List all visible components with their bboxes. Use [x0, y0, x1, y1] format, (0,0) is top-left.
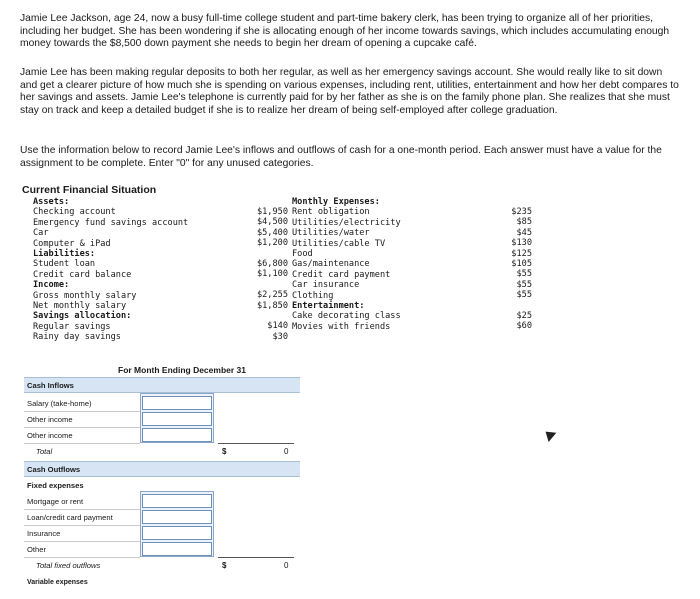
variable-expenses-label: Variable expenses: [27, 579, 88, 586]
mortgage-input[interactable]: [142, 494, 212, 508]
financial-left-value-4: [240, 249, 288, 259]
financial-left-value-12: $30: [272, 331, 288, 342]
financial-left-value-8: $2,255: [256, 290, 288, 301]
financial-left-label-10: Net monthly salary: [33, 300, 127, 311]
financial-right-label-6: Gas/maintenance: [292, 259, 370, 270]
financial-right-value-9: [490, 301, 532, 311]
worksheet-header: For Month Ending December 31: [118, 365, 246, 375]
financial-left-label-13: Rainy day savings: [33, 332, 121, 343]
financial-left-label-6: Student loan: [33, 259, 96, 270]
total-rule: [218, 443, 294, 444]
assets-liabilities-values: [240, 207, 288, 342]
other-label: Other: [27, 545, 46, 554]
insurance-input[interactable]: [142, 526, 212, 540]
financial-right-label-4: Utilities/cable TV: [292, 238, 386, 249]
financial-right-value-10: $25: [516, 310, 532, 321]
financial-left-label-0: Assets:: [33, 197, 70, 207]
salary-label: Salary (take-home): [27, 399, 92, 408]
total-label: Total: [36, 447, 53, 456]
cash-inflows-label: Cash Inflows: [27, 381, 74, 390]
assets-liabilities-labels: [33, 197, 188, 342]
financial-right-label-5: Food: [292, 248, 313, 259]
financial-left-value-1: $4,500: [256, 217, 288, 228]
loan-input[interactable]: [142, 510, 212, 524]
loan-label: Loan/credit card payment: [27, 513, 113, 522]
financial-right-value-6: $55: [516, 269, 532, 280]
financial-right-value-1: $85: [516, 217, 532, 228]
financial-left-value-3: $1,200: [256, 238, 288, 249]
financial-left-value-5: $6,800: [256, 258, 288, 269]
cash-outflows-label: Cash Outflows: [27, 465, 81, 474]
intro-paragraph-1: Jamie Lee Jackson, age 24, now a busy full-time college student and part-time bakery clerk, has been trying to organize all of her priorities, including her budget. She has been wondering if she is allocating enough of her income towards savings, which includes accumulating enough money towards the $8,500 down payment she needs to begin her dream of opening a cupcake café.: [20, 13, 670, 50]
mouse-cursor-icon: [542, 427, 557, 442]
total-fixed-rule: [218, 557, 294, 558]
insurance-label: Insurance: [27, 529, 61, 538]
other-income-label-2: Other income: [27, 431, 73, 440]
salary-input[interactable]: [142, 396, 212, 410]
financial-left-label-7: Credit card balance: [33, 269, 132, 280]
financial-right-label-0: Monthly Expenses:: [292, 197, 380, 207]
financial-left-label-2: Emergency fund savings account: [33, 217, 189, 228]
financial-right-value-0: $235: [511, 207, 532, 217]
intro-paragraph-3: Use the information below to record Jamie Lee's inflows and outflows of cash for a one-month period. Each answer must have a value for the assignment to be complete. Enter "0" for any unused categories.: [20, 145, 662, 169]
total-value: 0: [284, 447, 289, 456]
financial-left-label-3: Car: [33, 228, 49, 239]
financial-left-value-7: [240, 280, 288, 290]
financial-right-label-10: Entertainment:: [292, 300, 365, 311]
total-dollar-sign: $: [222, 447, 227, 456]
total-fixed-label: Total fixed outflows: [36, 561, 101, 570]
total-fixed-value: 0: [284, 561, 289, 570]
financial-right-label-12: Movies with friends: [292, 321, 391, 332]
total-fixed-dollar-sign: $: [222, 561, 227, 570]
financial-right-label-11: Cake decorating class: [292, 311, 401, 322]
financial-right-value-2: $45: [516, 227, 532, 238]
financial-situation-title: Current Financial Situation: [22, 184, 157, 196]
financial-left-label-9: Gross monthly salary: [33, 290, 137, 301]
other-income-input-2[interactable]: [142, 428, 212, 442]
financial-right-value-3: $130: [511, 238, 532, 249]
other-income-label-1: Other income: [27, 415, 73, 424]
financial-left-value-6: $1,100: [256, 269, 288, 280]
financial-left-label-5: Liabilities:: [33, 248, 96, 259]
financial-right-label-7: Credit card payment: [292, 269, 391, 280]
financial-left-label-8: Income:: [33, 280, 70, 291]
financial-left-label-12: Regular savings: [33, 321, 111, 332]
financial-right-value-5: $105: [511, 258, 532, 269]
monthly-expenses-labels: [292, 197, 401, 332]
financial-right-label-9: Clothing: [292, 290, 334, 301]
mortgage-label: Mortgage or rent: [27, 497, 84, 506]
financial-left-value-0: $1,950: [256, 207, 288, 217]
financial-left-label-1: Checking account: [33, 207, 116, 218]
monthly-expenses-values: [490, 207, 532, 332]
financial-left-label-4: Computer & iPad: [33, 238, 111, 249]
financial-right-label-8: Car insurance: [292, 280, 360, 291]
intro-paragraph-2: Jamie Lee has been making regular deposits to both her regular, as well as her emergency savings account. She would really like to sit down and get a clearer picture of how much she is spending on various expenses, including rent, utilities, entertainment and how her debt compares to her savings and assets. Jamie Lee's telephone is currently paid for by her father as she is on the family phone plan. She realizes that she must stay on track and keep a detailed budget if she is to realize her dream of being self-employed after college graduation.: [20, 67, 679, 116]
financial-right-label-2: Utilities/electricity: [292, 217, 401, 228]
financial-right-value-4: $125: [511, 248, 532, 259]
financial-right-value-11: $60: [516, 321, 532, 332]
fixed-expenses-label: Fixed expenses: [27, 481, 84, 490]
other-input[interactable]: [142, 542, 212, 556]
financial-right-label-3: Utilities/water: [292, 228, 370, 239]
financial-left-label-11: Savings allocation:: [33, 311, 132, 322]
financial-left-value-2: $5,400: [256, 227, 288, 238]
financial-left-value-9: $1,850: [256, 300, 288, 311]
financial-right-value-7: $55: [516, 279, 532, 290]
financial-right-value-8: $55: [516, 290, 532, 301]
financial-left-value-11: $140: [267, 321, 288, 332]
financial-left-value-10: [240, 311, 288, 321]
other-income-input-1[interactable]: [142, 412, 212, 426]
financial-right-label-1: Rent obligation: [292, 207, 370, 218]
